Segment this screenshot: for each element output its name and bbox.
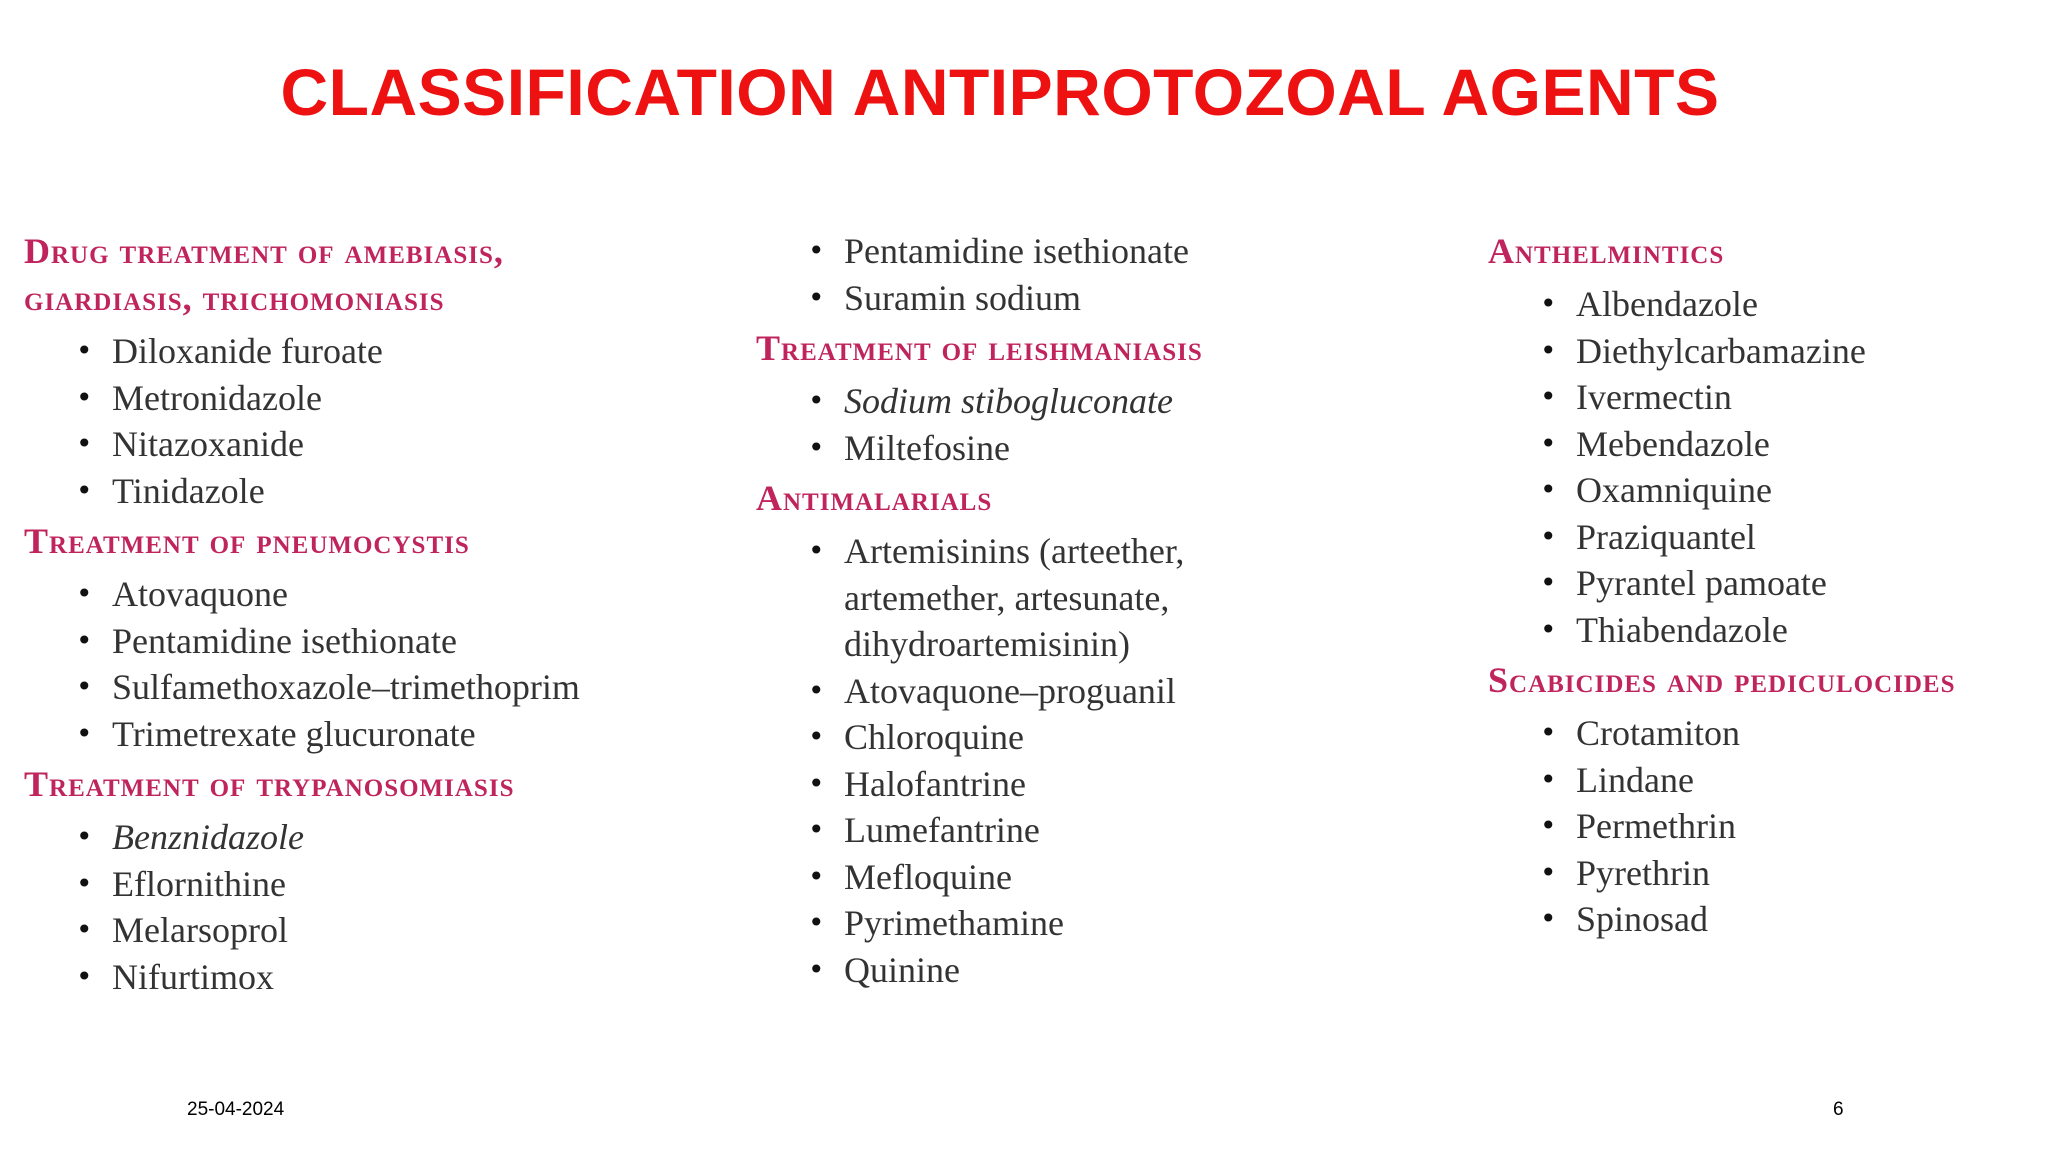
drug-name: Metronidazole (112, 377, 322, 418)
bullet-icon: • (1540, 287, 1557, 320)
bullet-icon: • (1540, 519, 1557, 553)
list-item (808, 900, 1456, 947)
list-item (808, 947, 1456, 994)
drug-list-pneumocystis (24, 571, 724, 757)
bullet-icon: • (808, 952, 825, 986)
list-item (808, 528, 1264, 668)
list-item (76, 375, 724, 422)
drug-name: Crotamiton (1576, 713, 1740, 753)
drug-name: Melarsoprol (112, 910, 288, 950)
group-heading-anthelmintics: Anthelmintics (1488, 231, 1725, 271)
bullet-icon: • (76, 577, 93, 610)
bullet-icon: • (1540, 716, 1557, 749)
drug-name: Pentamidine isethionate (844, 231, 1189, 271)
bullet-icon: • (76, 427, 93, 460)
list-item (808, 425, 1456, 472)
bullet-icon: • (808, 280, 825, 314)
list-item (76, 421, 724, 468)
drug-name: Diethylcarbamazine (1576, 330, 1866, 371)
list-item (1540, 421, 2048, 468)
bullet-icon: • (76, 866, 93, 900)
drug-name: Atovaquone (112, 574, 288, 614)
drug-name: Tinidazole (112, 470, 265, 511)
list-item (1540, 710, 2048, 757)
drug-list-trypanosomiasis-continued (756, 228, 1456, 321)
drug-name: Pyrantel pamoate (1576, 563, 1827, 603)
drug-name: Spinosad (1576, 899, 1709, 939)
bullet-icon: • (76, 959, 93, 993)
bullet-icon: • (76, 380, 93, 414)
drug-name: Ivermectin (1576, 377, 1732, 417)
bullet-icon: • (1540, 473, 1557, 506)
list-item (76, 664, 724, 711)
drug-name: Benznidazole (112, 817, 304, 857)
drug-name: Sodium stibogluconate (844, 381, 1173, 421)
bullet-icon: • (1540, 809, 1557, 842)
list-item (808, 854, 1456, 901)
drug-name: Albendazole (1576, 284, 1758, 324)
list-item (1540, 850, 2048, 897)
drug-name: Sulfamethoxazole–trimethoprim (112, 667, 580, 707)
bullet-icon: • (808, 430, 825, 464)
bullet-icon: • (1540, 855, 1557, 889)
list-item (1540, 467, 2048, 514)
drug-name: Nitazoxanide (112, 424, 304, 464)
drug-name: Eflornithine (112, 863, 286, 904)
drug-name: Pyrimethamine (844, 903, 1064, 943)
slide-title: CLASSIFICATION ANTIPROTOZOAL AGENTS (280, 55, 1720, 129)
drug-list-antimalarials (756, 528, 1456, 993)
group-heading-leishmaniasis: Treatment of leishmaniasis (756, 328, 1203, 368)
list-item (808, 228, 1456, 275)
group-heading-trypanosomiasis: Treatment of trypanosomiasis (24, 764, 515, 804)
bullet-icon: • (808, 813, 825, 846)
bullet-icon: • (76, 334, 93, 367)
bullet-icon: • (1540, 612, 1557, 646)
list-item (1540, 514, 2048, 561)
drug-name: Lumefantrine (844, 810, 1040, 850)
bullet-icon: • (76, 670, 93, 703)
list-item (76, 571, 724, 618)
list-item (1540, 896, 2048, 943)
drug-name: Nifurtimox (112, 956, 274, 997)
bullet-icon: • (1540, 902, 1557, 935)
drug-name: Thiabendazole (1576, 609, 1788, 650)
bullet-icon: • (1540, 426, 1557, 460)
bullet-icon: • (808, 384, 825, 417)
column-3 (1488, 228, 2048, 947)
list-item (1540, 328, 2048, 375)
bullet-icon: • (808, 534, 825, 567)
drug-list-trypanosomiasis (24, 814, 724, 1000)
drug-name: Mefloquine (844, 856, 1012, 897)
group-heading-scabicides: Scabicides and pediculocides (1488, 660, 1956, 700)
drug-name: Pyrethrin (1576, 852, 1710, 893)
drug-list-anthelmintics (1488, 281, 2048, 653)
bullet-icon: • (1540, 380, 1557, 413)
list-item (76, 814, 724, 861)
drug-name: Trimetrexate glucuronate (112, 713, 476, 754)
list-item (76, 907, 724, 954)
list-item (76, 954, 724, 1001)
drug-name: Miltefosine (844, 427, 1010, 468)
footer-date: 25-04-2024 (187, 1099, 285, 1120)
bullet-icon: • (76, 623, 93, 657)
list-item (808, 668, 1456, 715)
page-number: 6 (1833, 1099, 1844, 1120)
column-2 (756, 228, 1456, 997)
column-1 (24, 228, 724, 1004)
list-item (76, 618, 724, 665)
list-item (808, 378, 1456, 425)
bullet-icon: • (808, 673, 825, 707)
drug-name: Praziquantel (1576, 516, 1756, 557)
list-item (1540, 560, 2048, 607)
drug-list-leishmaniasis (756, 378, 1456, 471)
drug-name: Atovaquone–proguanil (844, 670, 1176, 711)
bullet-icon: • (808, 766, 825, 800)
list-item (1540, 374, 2048, 421)
drug-name: Halofantrine (844, 763, 1026, 804)
list-item (1540, 607, 2048, 654)
drug-name: Chloroquine (844, 717, 1024, 757)
bullet-icon: • (1540, 333, 1557, 367)
list-item (76, 328, 724, 375)
list-item (808, 275, 1456, 322)
group-heading-antimalarials: Antimalarials (756, 478, 993, 518)
bullet-icon: • (76, 913, 93, 946)
list-item (1540, 803, 2048, 850)
drug-name: Diloxanide furoate (112, 331, 383, 371)
drug-name: Artemisinins (arteether, artemether, artesunate, dihydroartemisinin) (844, 531, 1185, 664)
list-item (76, 468, 724, 515)
bullet-icon: • (808, 859, 825, 893)
drug-name: Permethrin (1576, 806, 1736, 846)
group-heading-amebiasis: Drug treatment of amebiasis, giardiasis, trichomoniasis (24, 231, 504, 318)
drug-name: Lindane (1576, 759, 1694, 800)
list-item (76, 861, 724, 908)
drug-list-amebiasis (24, 328, 724, 514)
drug-name: Pentamidine isethionate (112, 620, 457, 661)
bullet-icon: • (808, 906, 825, 939)
list-item (1540, 281, 2048, 328)
list-item (808, 714, 1456, 761)
bullet-icon: • (76, 820, 93, 853)
drug-name: Oxamniquine (1576, 470, 1772, 510)
drug-name: Suramin sodium (844, 277, 1082, 318)
bullet-icon: • (1540, 762, 1557, 796)
list-item (76, 711, 724, 758)
group-heading-pneumocystis: Treatment of pneumocystis (24, 521, 470, 561)
bullet-icon: • (808, 234, 825, 267)
drug-name: Quinine (844, 949, 960, 990)
list-item (808, 807, 1456, 854)
drug-name: Mebendazole (1576, 423, 1770, 464)
list-item (1540, 757, 2048, 804)
bullet-icon: • (76, 716, 93, 750)
list-item (808, 761, 1456, 808)
bullet-icon: • (1540, 566, 1557, 599)
bullet-icon: • (808, 720, 825, 753)
bullet-icon: • (76, 473, 93, 507)
drug-list-scabicides (1488, 710, 2048, 943)
